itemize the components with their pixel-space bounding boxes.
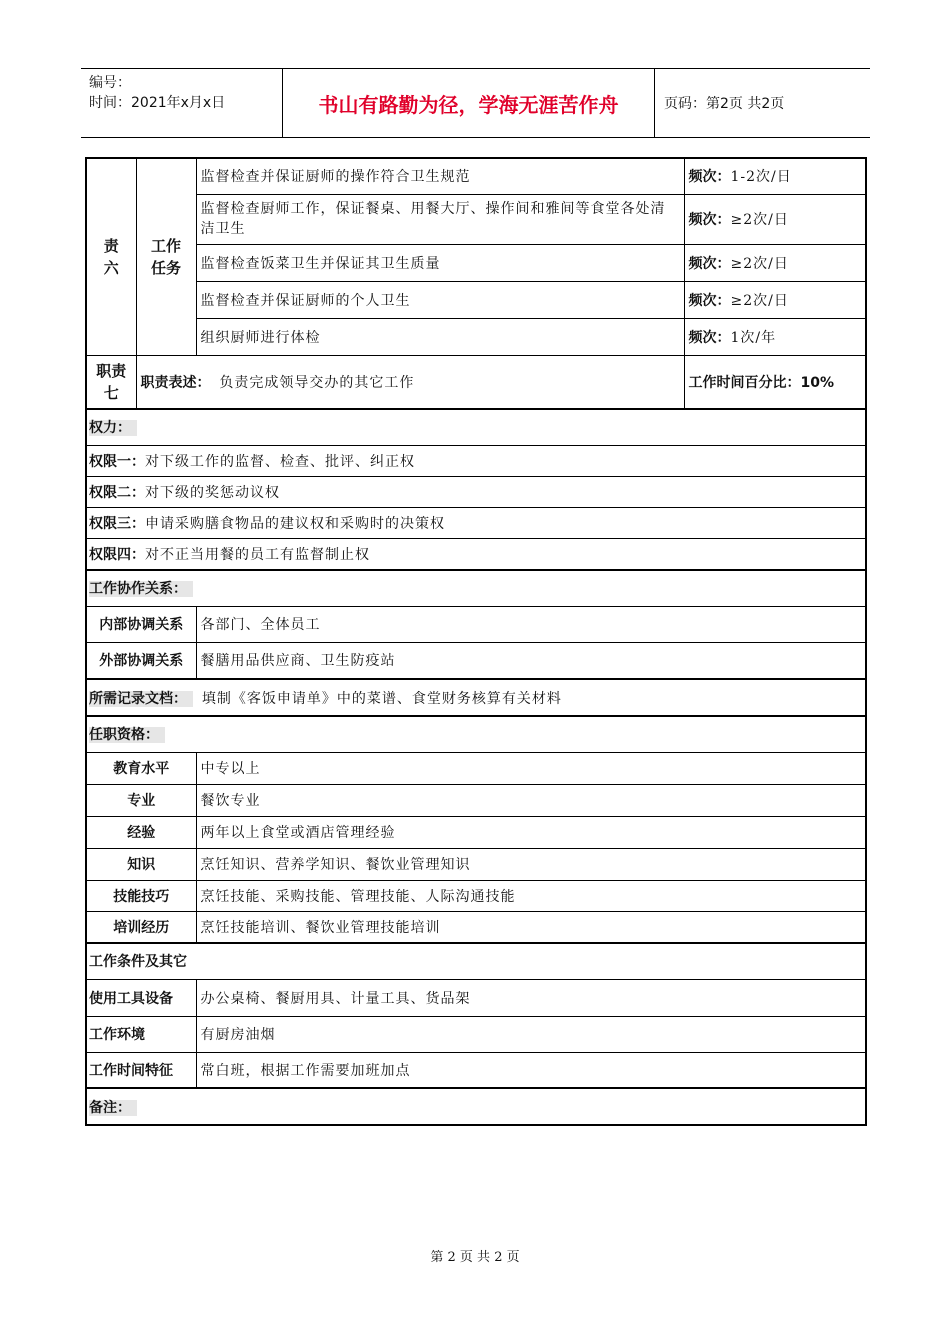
header-divider <box>654 69 655 137</box>
task-row <box>86 158 866 194</box>
conditions-row: 工作时间特征 常白班，根据工作需要加班加点 <box>86 1052 866 1088</box>
task-row <box>86 194 866 244</box>
authority-row: 权限二：对下级的奖惩动议权 <box>86 476 866 507</box>
qualification-row: 技能技巧 烹饪技能、采购技能、管理技能、人际沟通技能 <box>86 880 866 911</box>
task-frequency: 频次：≥2次/日 <box>684 281 866 318</box>
conditions-row: 使用工具设备 办公桌椅、餐厨用具、计量工具、货品架 <box>86 979 866 1016</box>
task-frequency: 频次：1次/年 <box>684 318 866 355</box>
header-motto: 书山有路勤为径，学海无涯苦作舟 <box>318 92 619 117</box>
cooperation-row: 内部协调关系 各部门、全体员工 <box>86 606 866 642</box>
job-description-table <box>85 157 867 1126</box>
authority-title: 权力： <box>86 409 866 445</box>
duty7-description: 职责表述： 负责完成领导交办的其它工作 <box>136 355 684 409</box>
duty6-task-label: 工作任务 <box>136 158 196 355</box>
page-number: 页码：第2页 共2页 <box>664 96 785 112</box>
conditions-title: 工作条件及其它 <box>86 943 866 979</box>
qualification-row: 经验 两年以上食堂或酒店管理经验 <box>86 816 866 848</box>
task-text: 监督检查并保证厨师的操作符合卫生规范 <box>196 158 684 194</box>
qualification-row: 教育水平 中专以上 <box>86 752 866 784</box>
authority-row: 权限一：对下级工作的监督、检查、批评、纠正权 <box>86 445 866 476</box>
number-label: 编号： <box>89 75 131 91</box>
qualification-row: 专业 餐饮专业 <box>86 784 866 816</box>
conditions-row: 工作环境 有厨房油烟 <box>86 1016 866 1052</box>
task-text: 监督检查饭菜卫生并保证其卫生质量 <box>196 244 684 281</box>
duty7-row <box>86 355 866 409</box>
records-row <box>86 679 866 716</box>
task-frequency: 频次：1-2次/日 <box>684 158 866 194</box>
authority-row: 权限三：申请采购膳食物品的建议权和采购时的决策权 <box>86 507 866 538</box>
qualification-title: 任职资格： <box>86 716 866 752</box>
task-frequency: 频次：≥2次/日 <box>684 244 866 281</box>
duty7-percent: 工作时间百分比：10% <box>684 355 866 409</box>
section-title-row <box>86 409 866 445</box>
section-title-row <box>86 716 866 752</box>
time-label: 时间：2021年x月x日 <box>89 95 226 111</box>
task-row <box>86 318 866 355</box>
page-header <box>81 68 870 138</box>
page-footer: 第 2 页 共 2 页 <box>430 1250 520 1265</box>
qualification-row: 知识 烹饪知识、营养学知识、餐饮业管理知识 <box>86 848 866 880</box>
task-row <box>86 244 866 281</box>
records-title: 所需记录文档： <box>89 691 193 707</box>
duty7-label: 职责七 <box>86 355 136 409</box>
cooperation-row: 外部协调关系 餐膳用品供应商、卫生防疫站 <box>86 642 866 679</box>
cooperation-title: 工作协作关系： <box>86 570 866 606</box>
section-title-row <box>86 943 866 979</box>
records-text: 填制《客饭申请单》中的菜谱、食堂财务核算有关材料 <box>201 690 562 707</box>
section-title-row <box>86 570 866 606</box>
task-text: 监督检查并保证厨师的个人卫生 <box>196 281 684 318</box>
duty6-label: 责六 <box>86 158 136 355</box>
notes-row <box>86 1088 866 1125</box>
task-frequency: 频次：≥2次/日 <box>684 194 866 244</box>
task-text: 组织厨师进行体检 <box>196 318 684 355</box>
task-text: 监督检查厨师工作，保证餐桌、用餐大厅、操作间和雅间等食堂各处清洁卫生 <box>196 194 684 244</box>
notes-title: 备注： <box>86 1088 866 1125</box>
authority-row: 权限四：对不正当用餐的员工有监督制止权 <box>86 538 866 570</box>
qualification-row: 培训经历 烹饪技能培训、餐饮业管理技能培训 <box>86 911 866 943</box>
header-meta <box>89 73 285 113</box>
task-row <box>86 281 866 318</box>
